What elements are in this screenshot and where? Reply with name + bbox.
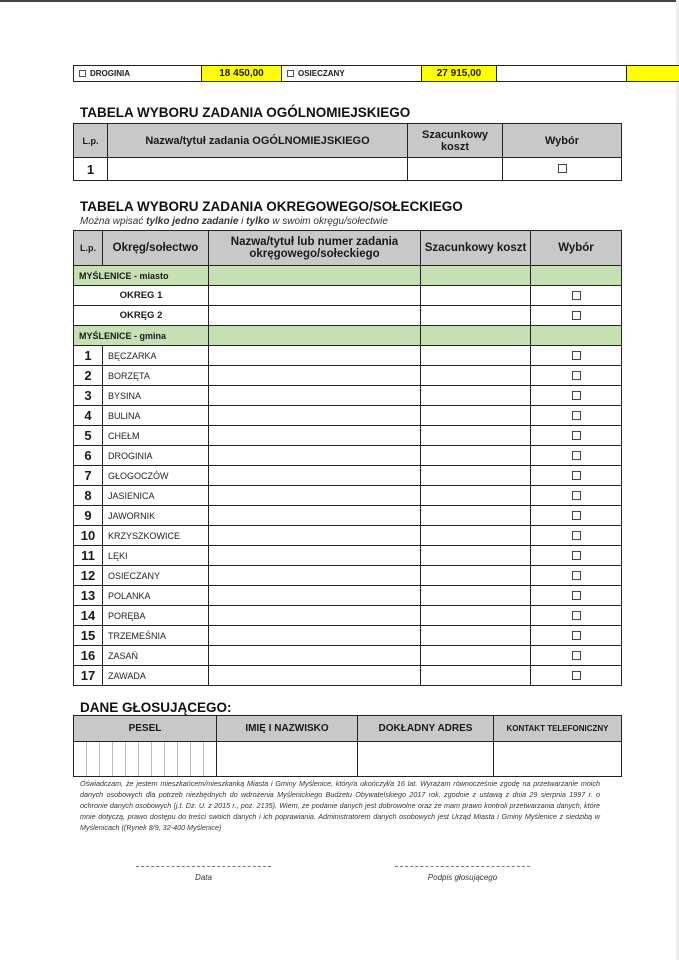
checkbox-icon[interactable]: [572, 311, 581, 320]
choice-checkbox[interactable]: [531, 566, 622, 586]
signature-line: [395, 866, 530, 867]
choice-checkbox[interactable]: [531, 386, 622, 406]
pesel-digit-cell[interactable]: [139, 742, 152, 776]
checkbox-icon[interactable]: [572, 631, 581, 640]
checkbox-icon[interactable]: [572, 351, 581, 360]
summary-amount-2: 27 915,00: [422, 66, 497, 82]
village-name: GŁOGOCZÓW: [103, 466, 209, 486]
task-cost-input[interactable]: [421, 566, 531, 586]
task-cost-input[interactable]: [421, 366, 531, 386]
header-cost: Szacunkowy koszt: [408, 124, 503, 158]
header-task-name: Nazwa/tytuł lub numer zadania okręgowego/sołeckiego: [209, 231, 421, 266]
header-lp: L.p.: [74, 231, 103, 266]
task-name-input[interactable]: [209, 506, 421, 526]
signature-label: Podpis głosującego: [427, 873, 498, 882]
table-row: [74, 306, 622, 326]
full-name-field[interactable]: [217, 742, 358, 777]
village-name: TRZEMEŚNIA: [103, 626, 209, 646]
header-pesel: PESEL: [74, 716, 217, 742]
checkbox-icon[interactable]: [572, 471, 581, 480]
task-name-input[interactable]: [209, 466, 421, 486]
village-name: POLANKA: [103, 586, 209, 606]
row-number: 10: [74, 526, 103, 546]
row-number: 6: [74, 446, 103, 466]
village-name: ZASAŃ: [103, 646, 209, 666]
row-number: 13: [74, 586, 103, 606]
summary-village-1: DROGINIA: [74, 66, 202, 82]
checkbox-icon[interactable]: [572, 371, 581, 380]
pesel-digit-cell[interactable]: [74, 742, 87, 776]
checkbox-icon[interactable]: [572, 431, 581, 440]
task-name-input[interactable]: [209, 306, 421, 326]
task-name-input[interactable]: [209, 606, 421, 626]
table-row: [74, 446, 622, 466]
checkbox-icon[interactable]: [572, 491, 581, 500]
task-cost-input[interactable]: [421, 426, 531, 446]
group-row-city: [74, 266, 622, 286]
pesel-digit-cell[interactable]: [204, 742, 216, 776]
village-name: BORZĘTA: [103, 366, 209, 386]
row-number: 17: [74, 666, 103, 686]
village-name: LĘKI: [103, 546, 209, 566]
table-row: [74, 286, 622, 306]
header-choice: Wybór: [503, 124, 622, 158]
row-number: 11: [74, 546, 103, 566]
task-name-input[interactable]: [209, 426, 421, 446]
choice-checkbox[interactable]: [531, 666, 622, 686]
pesel-digit-cells[interactable]: [74, 742, 216, 776]
choice-checkbox[interactable]: [531, 346, 622, 366]
row-number: 3: [74, 386, 103, 406]
choice-checkbox[interactable]: [531, 546, 622, 566]
date-line: [136, 866, 271, 867]
row-number: 7: [74, 466, 103, 486]
table-row: [74, 586, 622, 606]
village-name: BYSINA: [103, 386, 209, 406]
header-cost: Szacunkowy koszt: [421, 231, 531, 266]
task-name-input[interactable]: [209, 586, 421, 606]
checkbox-icon[interactable]: [572, 391, 581, 400]
pesel-digit-cell[interactable]: [165, 742, 178, 776]
choice-checkbox[interactable]: [531, 366, 622, 386]
choice-checkbox[interactable]: [531, 586, 622, 606]
header-address: DOKŁADNY ADRES: [358, 716, 494, 742]
checkbox-icon[interactable]: [558, 164, 567, 173]
table-row: [74, 426, 622, 446]
row-number: 4: [74, 406, 103, 426]
village-name: JAWORNIK: [103, 506, 209, 526]
task-cost-input[interactable]: [421, 646, 531, 666]
row-number: 9: [74, 506, 103, 526]
village-name: ZAWADA: [103, 666, 209, 686]
task-cost-input[interactable]: [421, 506, 531, 526]
table-row: [74, 366, 622, 386]
choice-checkbox[interactable]: [531, 506, 622, 526]
task-cost-input[interactable]: [421, 386, 531, 406]
choice-checkbox[interactable]: [531, 646, 622, 666]
task-name-input[interactable]: [209, 406, 421, 426]
task-cost-input[interactable]: [421, 586, 531, 606]
task-cost-input[interactable]: [421, 606, 531, 626]
checkbox-icon[interactable]: [572, 571, 581, 580]
table-row: [74, 158, 622, 181]
voter-data-title: DANE GŁOSUJĄCEGO:: [80, 700, 232, 715]
task-name-input[interactable]: [209, 646, 421, 666]
task-cost-input[interactable]: [421, 286, 531, 306]
village-name: PORĘBA: [103, 606, 209, 626]
table-row: [74, 646, 622, 666]
table-row: [74, 406, 622, 426]
summary-village-3: [497, 66, 627, 82]
phone-field[interactable]: [494, 742, 622, 777]
choice-checkbox[interactable]: [531, 406, 622, 426]
task-name-input[interactable]: [209, 626, 421, 646]
group-label: MYŚLENICE - gmina: [74, 326, 209, 346]
summary-village-2: OSIECZANY: [282, 66, 422, 82]
checkbox-icon[interactable]: [572, 291, 581, 300]
pesel-digit-cell[interactable]: [126, 742, 139, 776]
voter-data-table: [73, 715, 622, 777]
header-lp: L.p.: [74, 124, 108, 158]
table-row: [74, 466, 622, 486]
task-cost-input[interactable]: [421, 666, 531, 686]
choice-checkbox[interactable]: [503, 158, 622, 181]
checkbox-icon: [79, 70, 86, 77]
task-cost-input[interactable]: [421, 486, 531, 506]
summary-amount-3: [627, 66, 679, 82]
task-name-input[interactable]: [209, 386, 421, 406]
pesel-digit-cell[interactable]: [191, 742, 204, 776]
task-cost-input[interactable]: [408, 158, 503, 181]
choice-checkbox[interactable]: [531, 486, 622, 506]
pesel-field[interactable]: [74, 742, 217, 777]
pesel-digit-cell[interactable]: [100, 742, 113, 776]
choice-checkbox[interactable]: [531, 306, 622, 326]
summary-amount-1: 18 450,00: [202, 66, 282, 82]
village-name: DROGINIA: [103, 446, 209, 466]
choice-checkbox[interactable]: [531, 526, 622, 546]
header-choice: Wybór: [531, 231, 622, 266]
city-table-title: TABELA WYBORU ZADANIA OGÓLNOMIEJSKIEGO: [80, 105, 411, 120]
choice-checkbox[interactable]: [531, 286, 622, 306]
group-row-gmina: [74, 326, 622, 346]
choice-checkbox[interactable]: [531, 466, 622, 486]
village-name: BULINA: [103, 406, 209, 426]
table-row: [74, 566, 622, 586]
checkbox-icon[interactable]: [572, 611, 581, 620]
date-label: Data: [195, 873, 212, 882]
checkbox-icon[interactable]: [572, 411, 581, 420]
table-row: [74, 526, 622, 546]
task-name-input[interactable]: [209, 666, 421, 686]
header-district: Okręg/sołectwo: [103, 231, 209, 266]
top-border: [0, 0, 679, 2]
task-name-input[interactable]: [209, 486, 421, 506]
task-name-input[interactable]: [108, 158, 408, 181]
pesel-digit-cell[interactable]: [178, 742, 191, 776]
row-number: 16: [74, 646, 103, 666]
row-number: 1: [74, 346, 103, 366]
table-row: [74, 606, 622, 626]
checkbox-icon[interactable]: [572, 651, 581, 660]
task-name-input[interactable]: [209, 526, 421, 546]
table-row: [74, 626, 622, 646]
pesel-digit-cell[interactable]: [87, 742, 100, 776]
row-number: 8: [74, 486, 103, 506]
checkbox-icon[interactable]: [572, 671, 581, 680]
task-cost-input[interactable]: [421, 406, 531, 426]
task-name-input[interactable]: [209, 446, 421, 466]
task-cost-input[interactable]: [421, 546, 531, 566]
district-name: OKREG 1: [74, 286, 209, 306]
checkbox-icon: [287, 70, 294, 77]
task-name-input[interactable]: [209, 286, 421, 306]
village-name: JASIENICA: [103, 486, 209, 506]
checkbox-icon[interactable]: [572, 531, 581, 540]
row-number: 1: [74, 158, 108, 181]
city-task-table: [73, 123, 622, 181]
header-full-name: IMIĘ I NAZWISKO: [217, 716, 358, 742]
task-cost-input[interactable]: [421, 626, 531, 646]
checkbox-icon[interactable]: [572, 551, 581, 560]
task-name-input[interactable]: [209, 366, 421, 386]
row-number: 14: [74, 606, 103, 626]
choice-checkbox[interactable]: [531, 606, 622, 626]
pesel-digit-cell[interactable]: [152, 742, 165, 776]
header-contact: KONTAKT TELEFONICZNY: [494, 716, 622, 742]
address-field[interactable]: [358, 742, 494, 777]
district-table-instruction: Można wpisać tylko jedno zadanie i tylko w swoim okręgu/sołectwie: [80, 216, 388, 227]
row-number: 5: [74, 426, 103, 446]
table-row: [74, 506, 622, 526]
task-name-input[interactable]: [209, 546, 421, 566]
table-row: [74, 486, 622, 506]
village-name: CHEŁM: [103, 426, 209, 446]
task-name-input[interactable]: [209, 346, 421, 366]
table-row: [74, 546, 622, 566]
district-task-table: [73, 230, 622, 686]
checkbox-icon[interactable]: [572, 591, 581, 600]
table-row: [74, 666, 622, 686]
row-number: 12: [74, 566, 103, 586]
consent-declaration: Oświadczam, że jestem mieszkańcem/mieszkanką Miasta i Gminy Myślenice, który/a ukończył/a 16 lat. Wyrażam równocześnie zgodę na przetwarzanie moich danych osobowych dla potrzeb niezbędnych do wdrożenia Myślenickiego Budżetu Obywatelskiego 2017 rok, zgodnie z ustawą z dnia 29 sierpnia 1997 r. o ochronie danych osobowych (j.t. Dz. U. z 2015 r., poz. 2135). Wiem, że podanie danych jest dobrowolne oraz że mam prawo kontroli przetwarzania danych, które mnie dotyczą, prawo dostępu do treści swoich danych i ich poprawiania. Administratorem danych osobowych jest Urząd Miasta i Gminy Myślenice z siedzibą w Myślenicach ((Rynek 8/9, 32-400 Myślenice): [80, 779, 600, 832]
district-table-title: TABELA WYBORU ZADANIA OKREGOWEGO/SOŁECKIEGO: [80, 199, 463, 214]
task-cost-input[interactable]: [421, 346, 531, 366]
choice-checkbox[interactable]: [531, 446, 622, 466]
choice-checkbox[interactable]: [531, 626, 622, 646]
village-name: BĘCZARKA: [103, 346, 209, 366]
village-name: OSIECZANY: [103, 566, 209, 586]
table-row: [74, 386, 622, 406]
village-name: KRZYSZKOWICE: [103, 526, 209, 546]
checkbox-icon[interactable]: [572, 511, 581, 520]
task-name-input[interactable]: [209, 566, 421, 586]
table-row: [74, 346, 622, 366]
row-number: 15: [74, 626, 103, 646]
header-task-name: Nazwa/tytuł zadania OGÓLNOMIEJSKIEGO: [108, 124, 408, 158]
row-number: 2: [74, 366, 103, 386]
task-cost-input[interactable]: [421, 306, 531, 326]
task-cost-input[interactable]: [421, 466, 531, 486]
district-name: OKRĘG 2: [74, 306, 209, 326]
checkbox-icon[interactable]: [572, 451, 581, 460]
task-cost-input[interactable]: [421, 526, 531, 546]
choice-checkbox[interactable]: [531, 426, 622, 446]
group-label: MYŚLENICE - miasto: [74, 266, 209, 286]
allocation-summary-row: [73, 65, 679, 82]
pesel-digit-cell[interactable]: [113, 742, 126, 776]
task-cost-input[interactable]: [421, 446, 531, 466]
